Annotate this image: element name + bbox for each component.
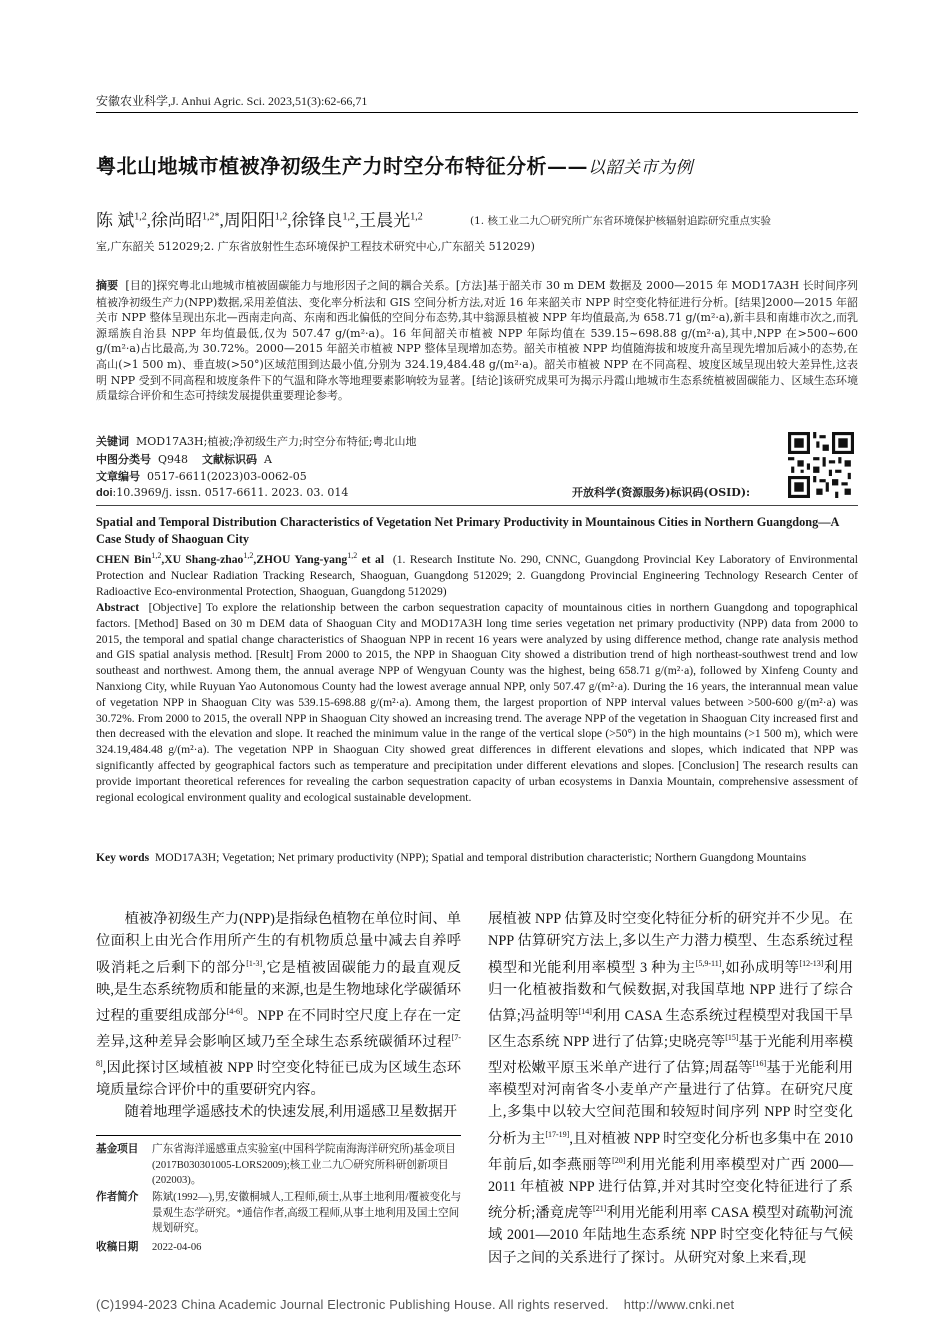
english-abstract: Abstract [Objective] To explore the relationship between the carbon sequestration capacity of mountainous cities in northern Guangdong and topographical factors. [Method] Based on 30 m DEM data of Shaoguan City and MOD17A3H long time series vegetation net primary productivity (NPP) data from 2000 to 2015, the temporal and spatial change characteristics of Shaoguan NPP in recent 16 years were analyzed by using difference method, change rate analysis method and GIS spatial analysis method. [Result] From 2000 to 2015, the NPP in Shaoguan City showed a distribution trend of high northeast-southwest trend and low southeast and northwest. Among them, the annual average NPP of Wengyuan County was the highest, being 658.71 g/(m²·a), followed by Xinfeng County and Nanxiong City, while Ruyuan Yao Autonomous County had the lowest average annual NPP, only 507.47 g/(m²·a). During the 16 years, the interannual mean value of vegetation NPP in Shaoguan City was 539.15-698.88 g/(m²·a). Among them, the largest proportion of NPP interval values between >500-600 g/(m²·a) was 30.72%. From 2000 to 2015, the overall NPP in Shaoguan City showed an increasing trend. The average NPP of the vegetation in Shaoguan City increased first and then decreased with the elevation and slope. It reached the minimum value in the range of the vertical slope (>50°) in the high mountains (>1 500 m), which were 324.19,484.48 g/(m²·a). The vegetation NPP in Shaoguan City showed great differences in different elevations and slopes, which indicated that NPP was significantly affected by geographical factors such as temperature and precipitation under different elevations and slopes. [Conclusion] The research results can provide important theoretical references for revealing the carbon sequestration capacity of urban ecosystems in Danxia Mountain, comprehensive assessment of regional ecological environment quality and ecological sustainable development. xyxy=(96,601,858,804)
corresponding-mark: * xyxy=(214,211,220,223)
osid-label: 开放科学(资源服务)标识码(OSID): xyxy=(572,486,751,499)
section-rule xyxy=(96,505,858,506)
author-name: ,徐尚昭 xyxy=(146,211,202,230)
page-title xyxy=(96,150,693,179)
author-name: ,周阳阳 xyxy=(219,211,275,230)
body-column-right xyxy=(488,908,853,1269)
footnote-received: 收稿日期 2022-04-06 xyxy=(96,1241,202,1253)
classification: 中图分类号 Q948 文献标识码 A xyxy=(96,453,272,466)
citation[interactable]: [15] xyxy=(725,1033,739,1043)
citation[interactable]: [12-13] xyxy=(799,958,824,968)
citation[interactable]: [7-8] xyxy=(96,1033,461,1069)
journal-header: 安徽农业科学,J. Anhui Agric. Sci. 2023,51(3):62-66,71 xyxy=(96,94,368,108)
citation[interactable]: [20] xyxy=(612,1155,626,1165)
citation[interactable]: [1-3] xyxy=(246,958,263,968)
body-paragraph: 展植被 NPP 估算及时空变化特征分析的研究并不少见。在 NPP 估算研究方法上,多以生产力潜力模型、生态系统过程模型和光能利用率模型 3 种为主[5,9-11],如孙成明等[12-13]利用归一化植被指数和气候数据,对我国草地 NPP 进行了综合估算;冯益明等[14]利用 CASA 生态系统过程模型对我国干旱区生态系统 NPP 进行了估算;史晓亮等[15]基于光能利用率模型对松嫩平原玉米单产进行了估算;周磊等[16]基于光能利用率模型对河南省冬小麦单产产量进行了估算。在研究尺度上,多集中以较大空间范围和较短时间序列 NPP 时空变化分析为主[17-19],且对植被 NPP 时空变化分析也多集中在 2010 年前后,如李燕丽等[20]利用光能利用率模型对广西 2000—2011 年植被 NPP 进行估算,并对其时空变化特征进行了系统分析;潘竟虎等[21]利用光能利用率 CASA 模型对疏勒河流域 2001—2010 年陆地生态系统 NPP 时空变化特征与气候因子之间的关系进行了探讨。从研究对象上来看,现 xyxy=(488,911,854,1266)
english-title: Spatial and Temporal Distribution Characteristics of Vegetation Net Primary Productivity in Mountainous Cities in Northern Guangdong—A Case Study of Shaoguan City xyxy=(96,515,839,546)
citation[interactable]: [17-19] xyxy=(545,1129,570,1139)
copyright-footer: (C)1994-2023 China Academic Journal Electronic Publishing House. All rights reserved. http://www.cnki.net xyxy=(96,1297,735,1312)
author-list xyxy=(96,206,423,231)
body-paragraph: 植被净初级生产力(NPP)是指绿色植物在单位时间、单位面积上由光合作用所产生的有机物质总量中减去自养呼吸消耗之后剩下的部分[1-3],它是植被固碳能力的最直观反映,是生态系统物质和能量的来源,也是生物地球化学碳循环过程的重要组成部分[4-6]。NPP 在不同时空尺度上存在一定差异,这种差异会影响区域乃至全球生态系统碳循环过程[7-8],因此探讨区域植被 NPP 时空变化特征已成为区域生态环境质量综合评价中的重要研究内容。 xyxy=(96,911,461,1099)
author-name: ,徐锋良 xyxy=(287,211,343,230)
body-column-left xyxy=(96,908,461,1124)
keywords-cn: 关键词 MOD17A3H;植被;净初级生产力;时空分布特征;粤北山地 xyxy=(96,435,417,448)
author-sup: 1,2 xyxy=(134,211,147,223)
author-sup: 1,2 xyxy=(274,211,288,223)
body-paragraph: 随着地理学遥感技术的快速发展,利用遥感卫星数据开 xyxy=(124,1104,457,1121)
author-sup: 1,2 xyxy=(410,211,423,223)
article-number: 文章编号 0517-6611(2023)03-0062-05 xyxy=(96,470,307,483)
affiliation-line-1: (1. 核工业二九〇研究所广东省环境保护核辐射追踪研究重点实验 xyxy=(470,215,771,227)
qr-code-icon xyxy=(788,432,854,498)
author-sup: 1,2 xyxy=(342,211,355,223)
title-main: 粤北山地城市植被净初级生产力时空分布特征分析—— xyxy=(96,154,588,178)
header-rule xyxy=(96,112,858,113)
abstract-text: [目的]探究粤北山地城市植被固碳能力与地形因子之间的耦合关系。[方法]基于韶关市 30 m DEM 数据及 2000—2015 年 MOD17A3H 长时间序列植被净初级生产力(NPP)数据,采用差值法、变化率分析法和 GIS 空间分析方法,对近 16 年来韶关市 NPP 时空变化特征进行分析。[结果]2000—2015 年韶关市 NPP 整体呈现出东北—西南走向高、东南和西北偏低的空间分布态势,其中翁源县植被 NPP 年均值最高,为 658.71 g/(m²·a),新丰县和南雄市次之,而乳源瑶族自治县 NPP 年均值最低,仅为 507.47 g/(m²·a)。16 年间韶关市植被 NPP 年际均值在 539.15~698.88 g/(m²·a),其中,NPP 在>500~600 g/(m²·a)占比最高,为 30.72%。2000—2015 年韶关市植被 NPP 整体呈现增加态势。韶关市植被 NPP 均值随海拔和坡度升高呈现先增加后减小的态势,在高山(>1 500 m)、垂直坡(>50°)区域范围到达最小值,分别为 324.19,484.48 g/(m²·a)。韶关市植被 NPP 在不同高程、坡度区域呈现出较大差异性,这表明 NPP 受到不同高程和坡度条件下的气温和降水等地理要素影响较为显著。[结论]该研究成果可为揭示丹霞山地城市生态系统植被固碳能力、区域生态环境质量综合评价和生态可持续发展提供重要理论参考。 xyxy=(96,279,859,403)
english-authors: CHEN Bin$^{1,2}$,XU Shang-zhao$^{1,2}$,ZHOU Yang-yang$^{1,2}$ et al (1. Research Institute No. 290, CNNC, Guangdong Provincial Key Laboratory of Environmental Protection and Nuclear Radiation Tracking Research, Shaoguan, Guangdong 512029; 2. Guangdong Provincial Engineering Technology Research Center of Radioactive Eco-environmental Protection, Shaoguan, Guangdong 512029) xyxy=(96,551,859,598)
citation[interactable]: [4-6] xyxy=(226,1006,243,1016)
author-name: ,王晨光 xyxy=(355,211,411,230)
abstract-label: 摘要 xyxy=(96,280,119,292)
author-name: 陈 斌 xyxy=(96,211,135,230)
abstract-cn xyxy=(96,278,858,404)
title-sub: 以韶关市为例 xyxy=(588,158,693,178)
footnote-bio: 作者简介 陈斌(1992—),男,安徽桐城人,工程师,硕士,从事土地利用/覆被变化与景观生态学研究。*通信作者,高级工程师,从事土地利用及国土空间规划研究。 xyxy=(96,1191,462,1234)
footnote-funding: 基金项目 广东省海洋遥感重点实验室(中国科学院南海海洋研究所)基金项目(2017B030301005-LORS2009);核工业二九〇研究所科研创新项目(202003)。 xyxy=(96,1143,456,1186)
citation[interactable]: [21] xyxy=(593,1204,607,1214)
doi[interactable]: doi:10.3969/j. issn. 0517-6611. 2023. 03. 014 xyxy=(96,486,349,499)
citation[interactable]: [5,9-11] xyxy=(695,958,722,968)
footnote-rule xyxy=(96,1135,461,1136)
citation[interactable]: [16] xyxy=(752,1059,767,1069)
affiliation-line-2: 室,广东韶关 512029;2. 广东省放射性生态环境保护工程技术研究中心,广东韶关 512029) xyxy=(96,240,535,253)
english-keywords: Key words MOD17A3H; Vegetation; Net primary productivity (NPP); Spatial and temporal distribution characteristic; Northern Guangdong Mountains xyxy=(96,851,807,864)
author-sup: 1,2 xyxy=(202,211,215,223)
citation[interactable]: [14] xyxy=(578,1006,592,1016)
